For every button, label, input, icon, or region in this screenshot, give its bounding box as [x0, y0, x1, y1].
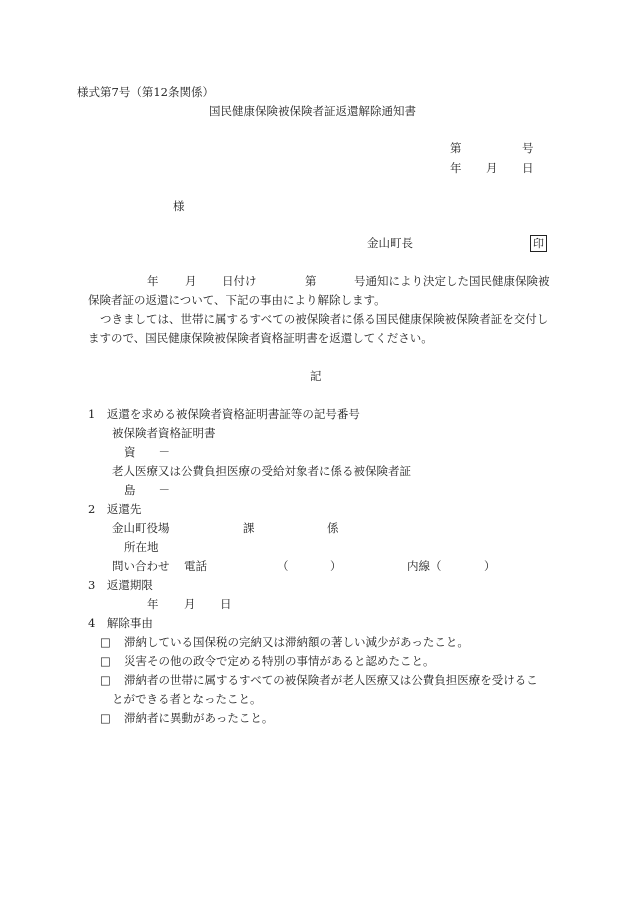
reason4-text: 滞納者に異動があったこと。	[124, 711, 274, 725]
body-line2: 保険者証の返還について、下記の事由により解除します。	[88, 293, 386, 307]
reason1-text: 滞納している国保税の完納又は滞納額の著しい減少があったこと。	[124, 635, 469, 649]
section1-item2: 老人医療又は公費負担医療の受給対象者に係る被保険者証	[112, 464, 411, 478]
tel-label: 電話	[184, 559, 207, 573]
body-line1-rest: 号通知により決定した国民健康保険被	[354, 274, 550, 288]
contact-label: 問い合わせ	[112, 559, 170, 573]
ref-number-go: 号	[522, 141, 534, 155]
section2-heading: 2 返還先	[88, 502, 142, 516]
deadline-month: 月	[184, 597, 196, 611]
deadline-year: 年	[147, 597, 159, 611]
addressee-sama: 様	[173, 199, 185, 213]
ref-date-year: 年	[450, 161, 462, 175]
issuer-name: 金山町長	[367, 236, 413, 250]
section1-item1: 被保険者資格証明書	[112, 426, 216, 440]
tel-paren-open: （	[277, 559, 289, 573]
section1-heading: 1 返還を求める被保険者資格証明書証等の記号番号	[88, 407, 360, 421]
document-title: 国民健康保険被保険者証返還解除通知書	[209, 104, 416, 118]
reason2-text: 災害その他の政令で定める特別の事情があると認めたこと。	[124, 654, 435, 668]
body-dai: 第	[305, 274, 317, 288]
ref-date-month: 月	[486, 161, 498, 175]
body-month: 月	[185, 274, 197, 288]
section1-item1-code: 資 －	[124, 445, 170, 459]
ref-number-dai: 第	[450, 141, 462, 155]
body-line3: つきましては、世帯に属するすべての被保険者に係る国民健康保険被保険者証を交付し	[100, 312, 549, 326]
deadline-day: 日	[220, 597, 232, 611]
section4-heading: 4 解除事由	[88, 616, 153, 630]
return-address-label: 所在地	[124, 540, 159, 554]
body-dated: 日付け	[222, 274, 257, 288]
extension-open: 内線（	[407, 559, 442, 573]
tel-paren-close: ）	[330, 559, 342, 573]
ki-heading: 記	[310, 369, 322, 383]
reason1-checkbox: □	[100, 635, 111, 649]
reason3-text: 滞納者の世帯に属するすべての被保険者が老人医療又は公費負担医療を受けるこ	[124, 673, 538, 687]
return-ka: 課	[243, 521, 255, 535]
return-kakari: 係	[327, 521, 339, 535]
extension-close: ）	[484, 559, 496, 573]
reason3-continuation: とができる者となったこと。	[112, 692, 262, 706]
body-line4: ますので、国民健康保険被保険者資格証明書を返還してください。	[88, 331, 433, 345]
body-year: 年	[147, 274, 159, 288]
ref-date-day: 日	[522, 161, 534, 175]
seal-stamp-box: 印	[530, 235, 547, 252]
form-number-label: 様式第7号（第12条関係）	[77, 85, 214, 99]
section1-item2-code: 島 －	[124, 483, 170, 497]
reason4-checkbox: □	[100, 711, 111, 725]
reason2-checkbox: □	[100, 654, 111, 668]
return-office: 金山町役場	[112, 521, 170, 535]
reason3-checkbox: □	[100, 673, 111, 687]
section3-heading: 3 返還期限	[88, 578, 153, 592]
